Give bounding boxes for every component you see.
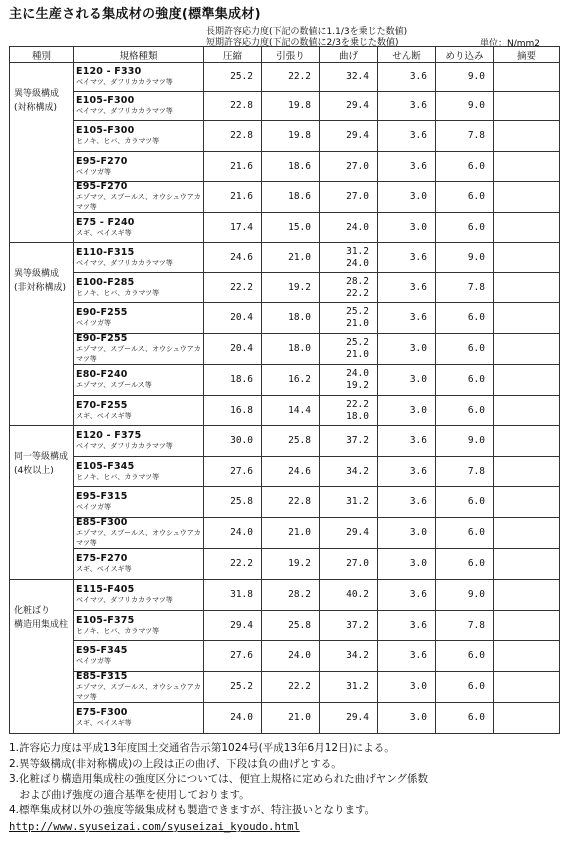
tension-value: 21.0 bbox=[262, 703, 320, 734]
grade-cell bbox=[74, 487, 204, 518]
category-cell bbox=[10, 243, 74, 426]
remarks-cell bbox=[494, 334, 560, 365]
remarks-cell bbox=[494, 303, 560, 334]
table-row bbox=[10, 63, 560, 92]
bearing-value: 9.0 bbox=[436, 243, 494, 273]
remarks-cell bbox=[494, 152, 560, 182]
grade-code: E115-F405 bbox=[76, 584, 135, 595]
tension-value: 22.2 bbox=[262, 672, 320, 703]
table-row bbox=[10, 396, 560, 426]
shear-value: 3.0 bbox=[378, 396, 436, 426]
compression-value: 16.8 bbox=[204, 396, 262, 426]
footnote-2: 2.異等級構成(非対称構成)の上段は正の曲げ、下段は負の曲げとする。 bbox=[9, 757, 342, 770]
wood-species: エゾマツ、スプールス、オウシュウアカマツ等 bbox=[76, 193, 201, 211]
remarks-cell bbox=[494, 457, 560, 487]
wood-species: ベイツガ等 bbox=[76, 319, 111, 327]
header-category: 種別 bbox=[10, 47, 74, 63]
wood-species: ベイマツ、ダフリカカラマツ等 bbox=[76, 78, 173, 86]
bearing-value: 6.0 bbox=[436, 549, 494, 580]
grade-code: E80-F240 bbox=[76, 369, 128, 380]
bending-cell bbox=[320, 487, 378, 518]
table-row bbox=[10, 426, 560, 457]
grade-code: E95-F270 bbox=[76, 181, 128, 192]
table-row bbox=[10, 487, 560, 518]
table-row bbox=[10, 182, 560, 213]
compression-value: 20.4 bbox=[204, 334, 262, 365]
table-row bbox=[10, 121, 560, 152]
wood-species: エゾマツ、スプールス、オウシュウアカマツ等 bbox=[76, 683, 201, 701]
grade-cell bbox=[74, 396, 204, 426]
tension-value: 19.8 bbox=[262, 121, 320, 152]
header-bending: 曲げ bbox=[320, 47, 378, 63]
tension-value: 21.0 bbox=[262, 518, 320, 549]
bending-value-negative: 24.0 bbox=[346, 257, 369, 269]
grade-code: E85-F300 bbox=[76, 517, 128, 528]
table-row bbox=[10, 518, 560, 549]
remarks-cell bbox=[494, 580, 560, 611]
tension-value: 19.2 bbox=[262, 549, 320, 580]
short-term-note: 短期許容応力度(下記の数値に2/3を乗じた数値) bbox=[206, 38, 399, 48]
grade-cell bbox=[74, 63, 204, 92]
remarks-cell bbox=[494, 213, 560, 243]
remarks-cell bbox=[494, 487, 560, 518]
bearing-value: 9.0 bbox=[436, 426, 494, 457]
bending-cell bbox=[320, 334, 378, 365]
wood-species: ヒノキ、ヒバ、カラマツ等 bbox=[76, 626, 160, 635]
compression-value: 30.0 bbox=[204, 426, 262, 457]
bending-value: 29.4 bbox=[346, 712, 369, 723]
shear-value: 3.0 bbox=[378, 703, 436, 734]
bending-value: 24.0 bbox=[346, 368, 369, 379]
grade-cell bbox=[74, 303, 204, 334]
compression-value: 17.4 bbox=[204, 213, 262, 243]
category-label: 異等級構成 bbox=[14, 269, 60, 279]
bending-cell bbox=[320, 213, 378, 243]
tension-value: 25.8 bbox=[262, 426, 320, 457]
shear-value: 3.6 bbox=[378, 273, 436, 303]
grade-code: E75-F270 bbox=[76, 553, 128, 564]
bearing-value: 6.0 bbox=[436, 396, 494, 426]
remarks-cell bbox=[494, 611, 560, 641]
bending-value-negative: 21.0 bbox=[346, 349, 369, 360]
wood-species: ヒノキ、ヒバ、カラマツ等 bbox=[76, 472, 160, 481]
table-row bbox=[10, 672, 560, 703]
shear-value: 3.0 bbox=[378, 334, 436, 365]
bending-value: 28.2 bbox=[346, 275, 369, 287]
bearing-value: 6.0 bbox=[436, 334, 494, 365]
bearing-value: 6.0 bbox=[436, 487, 494, 518]
table-row bbox=[10, 213, 560, 243]
shear-value: 3.6 bbox=[378, 152, 436, 182]
bending-cell bbox=[320, 273, 378, 303]
grade-code: E105-F375 bbox=[76, 614, 135, 626]
bending-value: 29.4 bbox=[346, 130, 369, 141]
grade-code: E105-F300 bbox=[76, 95, 135, 106]
table-row bbox=[10, 641, 560, 672]
tension-value: 19.2 bbox=[262, 273, 320, 303]
compression-value: 18.6 bbox=[204, 365, 262, 396]
shear-value: 3.6 bbox=[378, 641, 436, 672]
bending-cell bbox=[320, 303, 378, 334]
table-row bbox=[10, 303, 560, 334]
table-row bbox=[10, 703, 560, 734]
grade-code: E120 - F375 bbox=[76, 430, 142, 441]
remarks-cell bbox=[494, 426, 560, 457]
bending-value: 40.2 bbox=[346, 589, 369, 600]
source-link[interactable]: http://www.syuseizai.com/syuseizai_kyoudo.html bbox=[9, 821, 300, 833]
compression-value: 24.0 bbox=[204, 703, 262, 734]
grade-cell bbox=[74, 365, 204, 396]
grade-cell bbox=[74, 213, 204, 243]
bearing-value: 6.0 bbox=[436, 213, 494, 243]
header-shear: せん断 bbox=[378, 47, 436, 63]
category-label: 化粧ばり bbox=[14, 606, 51, 616]
tension-value: 16.2 bbox=[262, 365, 320, 396]
category-cell bbox=[10, 63, 74, 243]
long-term-note: 長期許容応力度(下記の数値に1.1/3を乗じた数値) bbox=[206, 27, 408, 37]
remarks-cell bbox=[494, 365, 560, 396]
bending-cell bbox=[320, 121, 378, 152]
unit-label: 単位：N/mm2 bbox=[480, 39, 541, 49]
grade-cell bbox=[74, 121, 204, 152]
compression-value: 27.6 bbox=[204, 457, 262, 487]
wood-species: スギ、ベイスギ等 bbox=[76, 719, 132, 727]
page-title: 主に生産される集成材の強度(標準集成材) bbox=[9, 7, 261, 22]
bearing-value: 9.0 bbox=[436, 580, 494, 611]
grade-code: E95-F270 bbox=[76, 155, 128, 167]
category-sublabel: (対称構成) bbox=[14, 103, 58, 113]
shear-value: 3.6 bbox=[378, 121, 436, 152]
bending-value: 22.2 bbox=[346, 398, 369, 410]
shear-value: 3.0 bbox=[378, 549, 436, 580]
shear-value: 3.0 bbox=[378, 672, 436, 703]
header-remarks: 摘要 bbox=[494, 47, 560, 63]
bending-value: 37.2 bbox=[346, 619, 369, 631]
shear-value: 3.0 bbox=[378, 213, 436, 243]
grade-cell bbox=[74, 457, 204, 487]
shear-value: 3.6 bbox=[378, 457, 436, 487]
category-label: 異等級構成 bbox=[14, 89, 60, 99]
shear-value: 3.6 bbox=[378, 303, 436, 334]
bending-cell bbox=[320, 518, 378, 549]
wood-species: スギ、ベイスギ等 bbox=[76, 228, 132, 237]
compression-value: 22.2 bbox=[204, 273, 262, 303]
footnote-4: 4.標準集成材以外の強度等級集成材も製造できますが、特注扱いとなります。 bbox=[9, 804, 376, 817]
tension-value: 19.8 bbox=[262, 92, 320, 121]
grade-cell bbox=[74, 182, 204, 213]
bearing-value: 7.8 bbox=[436, 457, 494, 487]
grade-code: E90-F255 bbox=[76, 307, 128, 318]
bending-value: 31.2 bbox=[346, 496, 369, 507]
remarks-cell bbox=[494, 641, 560, 672]
bending-cell bbox=[320, 549, 378, 580]
bearing-value: 6.0 bbox=[436, 672, 494, 703]
tension-value: 15.0 bbox=[262, 213, 320, 243]
tension-value: 21.0 bbox=[262, 243, 320, 273]
bearing-value: 6.0 bbox=[436, 182, 494, 213]
grade-code: E110-F315 bbox=[76, 246, 135, 258]
grade-cell bbox=[74, 672, 204, 703]
bearing-value: 7.8 bbox=[436, 611, 494, 641]
grade-code: E95-F315 bbox=[76, 491, 128, 502]
compression-value: 31.8 bbox=[204, 580, 262, 611]
compression-value: 20.4 bbox=[204, 303, 262, 334]
shear-value: 3.0 bbox=[378, 518, 436, 549]
bending-cell bbox=[320, 152, 378, 182]
shear-value: 3.6 bbox=[378, 92, 436, 121]
remarks-cell bbox=[494, 121, 560, 152]
bending-value: 34.2 bbox=[346, 465, 369, 477]
tension-value: 22.8 bbox=[262, 487, 320, 518]
bending-value: 25.2 bbox=[346, 337, 369, 348]
bending-value: 31.2 bbox=[346, 245, 369, 257]
compression-value: 24.6 bbox=[204, 243, 262, 273]
grade-code: E75 - F240 bbox=[76, 216, 135, 228]
grade-code: E100-F285 bbox=[76, 276, 135, 288]
bending-value-negative: 19.2 bbox=[346, 380, 369, 391]
bearing-value: 6.0 bbox=[436, 365, 494, 396]
wood-species: スギ、ベイスギ等 bbox=[76, 565, 132, 573]
bending-cell bbox=[320, 580, 378, 611]
wood-species: エゾマツ、スプールス等 bbox=[76, 381, 152, 389]
category-label: 同一等級構成 bbox=[14, 452, 69, 462]
table-row bbox=[10, 334, 560, 365]
remarks-cell bbox=[494, 92, 560, 121]
grade-cell bbox=[74, 549, 204, 580]
tension-value: 18.6 bbox=[262, 182, 320, 213]
bending-cell bbox=[320, 426, 378, 457]
category-sublabel: 構造用集成柱 bbox=[14, 620, 69, 630]
shear-value: 3.6 bbox=[378, 580, 436, 611]
remarks-cell bbox=[494, 63, 560, 92]
bearing-value: 9.0 bbox=[436, 92, 494, 121]
tension-value: 28.2 bbox=[262, 580, 320, 611]
bending-value: 31.2 bbox=[346, 681, 369, 692]
footnote-1: 1.許容応力度は平成13年度国土交通省告示第1024号(平成13年6月12日)による。 bbox=[9, 742, 395, 754]
table-row bbox=[10, 549, 560, 580]
grade-code: E75-F300 bbox=[76, 707, 128, 718]
wood-species: ベイツガ等 bbox=[76, 657, 111, 665]
bending-cell bbox=[320, 92, 378, 121]
compression-value: 27.6 bbox=[204, 641, 262, 672]
shear-value: 3.0 bbox=[378, 365, 436, 396]
bending-value: 27.0 bbox=[346, 160, 369, 172]
remarks-cell bbox=[494, 273, 560, 303]
wood-species: エゾマツ、スプールス、オウシュウアカマツ等 bbox=[76, 529, 201, 547]
table-row bbox=[10, 580, 560, 611]
bearing-value: 6.0 bbox=[436, 303, 494, 334]
wood-species: スギ、ベイスギ等 bbox=[76, 411, 132, 420]
grade-cell bbox=[74, 703, 204, 734]
category-cell bbox=[10, 426, 74, 580]
remarks-cell bbox=[494, 243, 560, 273]
wood-species: ベイマツ、ダフリカカラマツ等 bbox=[76, 258, 173, 267]
remarks-cell bbox=[494, 396, 560, 426]
bending-cell bbox=[320, 457, 378, 487]
remarks-cell bbox=[494, 703, 560, 734]
wood-species: ベイツガ等 bbox=[76, 503, 111, 511]
bending-value: 32.4 bbox=[346, 71, 369, 82]
tension-value: 25.8 bbox=[262, 611, 320, 641]
bending-cell bbox=[320, 672, 378, 703]
table-row bbox=[10, 152, 560, 182]
grade-cell bbox=[74, 611, 204, 641]
remarks-cell bbox=[494, 182, 560, 213]
table-body bbox=[10, 63, 560, 734]
bending-value: 24.0 bbox=[346, 221, 369, 233]
grade-code: E70-F255 bbox=[76, 399, 128, 411]
bending-cell bbox=[320, 365, 378, 396]
bearing-value: 7.8 bbox=[436, 121, 494, 152]
grade-cell bbox=[74, 92, 204, 121]
compression-value: 25.8 bbox=[204, 487, 262, 518]
grade-cell bbox=[74, 580, 204, 611]
grade-code: E90-F255 bbox=[76, 333, 128, 344]
bending-value: 27.0 bbox=[346, 558, 369, 569]
bending-value-negative: 22.2 bbox=[346, 287, 369, 299]
grade-cell bbox=[74, 152, 204, 182]
remarks-cell bbox=[494, 672, 560, 703]
wood-species: ベイマツ、ダフリカカラマツ等 bbox=[76, 596, 173, 604]
wood-species: ベイマツ、ダフリカカラマツ等 bbox=[76, 107, 173, 115]
category-sublabel: (4枚以上) bbox=[14, 466, 54, 476]
table-row bbox=[10, 92, 560, 121]
bearing-value: 9.0 bbox=[436, 63, 494, 92]
compression-value: 21.6 bbox=[204, 182, 262, 213]
bearing-value: 6.0 bbox=[436, 641, 494, 672]
shear-value: 3.6 bbox=[378, 426, 436, 457]
bearing-value: 6.0 bbox=[436, 703, 494, 734]
shear-value: 3.6 bbox=[378, 243, 436, 273]
tension-value: 24.6 bbox=[262, 457, 320, 487]
bending-cell bbox=[320, 182, 378, 213]
tension-value: 24.0 bbox=[262, 641, 320, 672]
bending-value-negative: 18.0 bbox=[346, 410, 369, 422]
compression-value: 25.2 bbox=[204, 63, 262, 92]
tension-value: 14.4 bbox=[262, 396, 320, 426]
remarks-cell bbox=[494, 549, 560, 580]
footnote-3-cont: および曲げ強度の適合基準を使用しております。 bbox=[9, 788, 250, 801]
shear-value: 3.6 bbox=[378, 63, 436, 92]
shear-value: 3.6 bbox=[378, 611, 436, 641]
table-row bbox=[10, 243, 560, 273]
footnotes bbox=[9, 741, 428, 819]
bearing-value: 7.8 bbox=[436, 273, 494, 303]
bending-value: 34.2 bbox=[346, 650, 369, 661]
bending-value: 37.2 bbox=[346, 435, 369, 446]
category-cell bbox=[10, 580, 74, 734]
header-tension: 引張り bbox=[262, 47, 320, 63]
bending-cell bbox=[320, 63, 378, 92]
bending-cell bbox=[320, 703, 378, 734]
bending-value: 29.4 bbox=[346, 100, 369, 111]
table-row bbox=[10, 611, 560, 641]
bending-cell bbox=[320, 396, 378, 426]
wood-species: ベイツガ等 bbox=[76, 167, 111, 176]
bending-value: 25.2 bbox=[346, 306, 369, 317]
bending-cell bbox=[320, 641, 378, 672]
grade-cell bbox=[74, 243, 204, 273]
grade-cell bbox=[74, 273, 204, 303]
compression-value: 22.8 bbox=[204, 92, 262, 121]
wood-species: ヒノキ、ヒバ、カラマツ等 bbox=[76, 137, 160, 145]
compression-value: 21.6 bbox=[204, 152, 262, 182]
bending-value-negative: 21.0 bbox=[346, 318, 369, 329]
header-row bbox=[10, 47, 560, 63]
table-row bbox=[10, 273, 560, 303]
table-row bbox=[10, 457, 560, 487]
grade-cell bbox=[74, 334, 204, 365]
bending-value: 27.0 bbox=[346, 191, 369, 202]
bearing-value: 6.0 bbox=[436, 152, 494, 182]
grade-cell bbox=[74, 426, 204, 457]
bending-value: 29.4 bbox=[346, 527, 369, 538]
header-grade: 規格種類 bbox=[74, 47, 204, 63]
shear-value: 3.0 bbox=[378, 182, 436, 213]
tension-value: 18.0 bbox=[262, 334, 320, 365]
strength-table bbox=[9, 46, 560, 734]
footnote-3: 3.化粧ばり構造用集成柱の強度区分については、便宜上規格に定められた曲げヤング係数 bbox=[9, 773, 428, 786]
wood-species: エゾマツ、スプールス、オウシュウアカマツ等 bbox=[76, 345, 201, 363]
compression-value: 22.2 bbox=[204, 549, 262, 580]
compression-value: 25.2 bbox=[204, 672, 262, 703]
compression-value: 24.0 bbox=[204, 518, 262, 549]
tension-value: 18.0 bbox=[262, 303, 320, 334]
grade-code: E105-F345 bbox=[76, 460, 135, 472]
bearing-value: 6.0 bbox=[436, 518, 494, 549]
grade-cell bbox=[74, 641, 204, 672]
header-compression: 圧縮 bbox=[204, 47, 262, 63]
compression-value: 29.4 bbox=[204, 611, 262, 641]
tension-value: 22.2 bbox=[262, 63, 320, 92]
wood-species: ヒノキ、ヒバ、カラマツ等 bbox=[76, 288, 160, 297]
bending-cell bbox=[320, 611, 378, 641]
grade-code: E105-F300 bbox=[76, 125, 135, 136]
shear-value: 3.6 bbox=[378, 487, 436, 518]
wood-species: ベイマツ、ダフリカカラマツ等 bbox=[76, 442, 173, 450]
grade-code: E95-F345 bbox=[76, 645, 128, 656]
bending-cell bbox=[320, 243, 378, 273]
compression-value: 22.8 bbox=[204, 121, 262, 152]
category-sublabel: (非対称構成) bbox=[14, 283, 67, 293]
remarks-cell bbox=[494, 518, 560, 549]
grade-cell bbox=[74, 518, 204, 549]
table-row bbox=[10, 365, 560, 396]
tension-value: 18.6 bbox=[262, 152, 320, 182]
grade-code: E120 - F330 bbox=[76, 66, 142, 77]
grade-code: E85-F315 bbox=[76, 671, 128, 682]
header-bearing: めり込み bbox=[436, 47, 494, 63]
